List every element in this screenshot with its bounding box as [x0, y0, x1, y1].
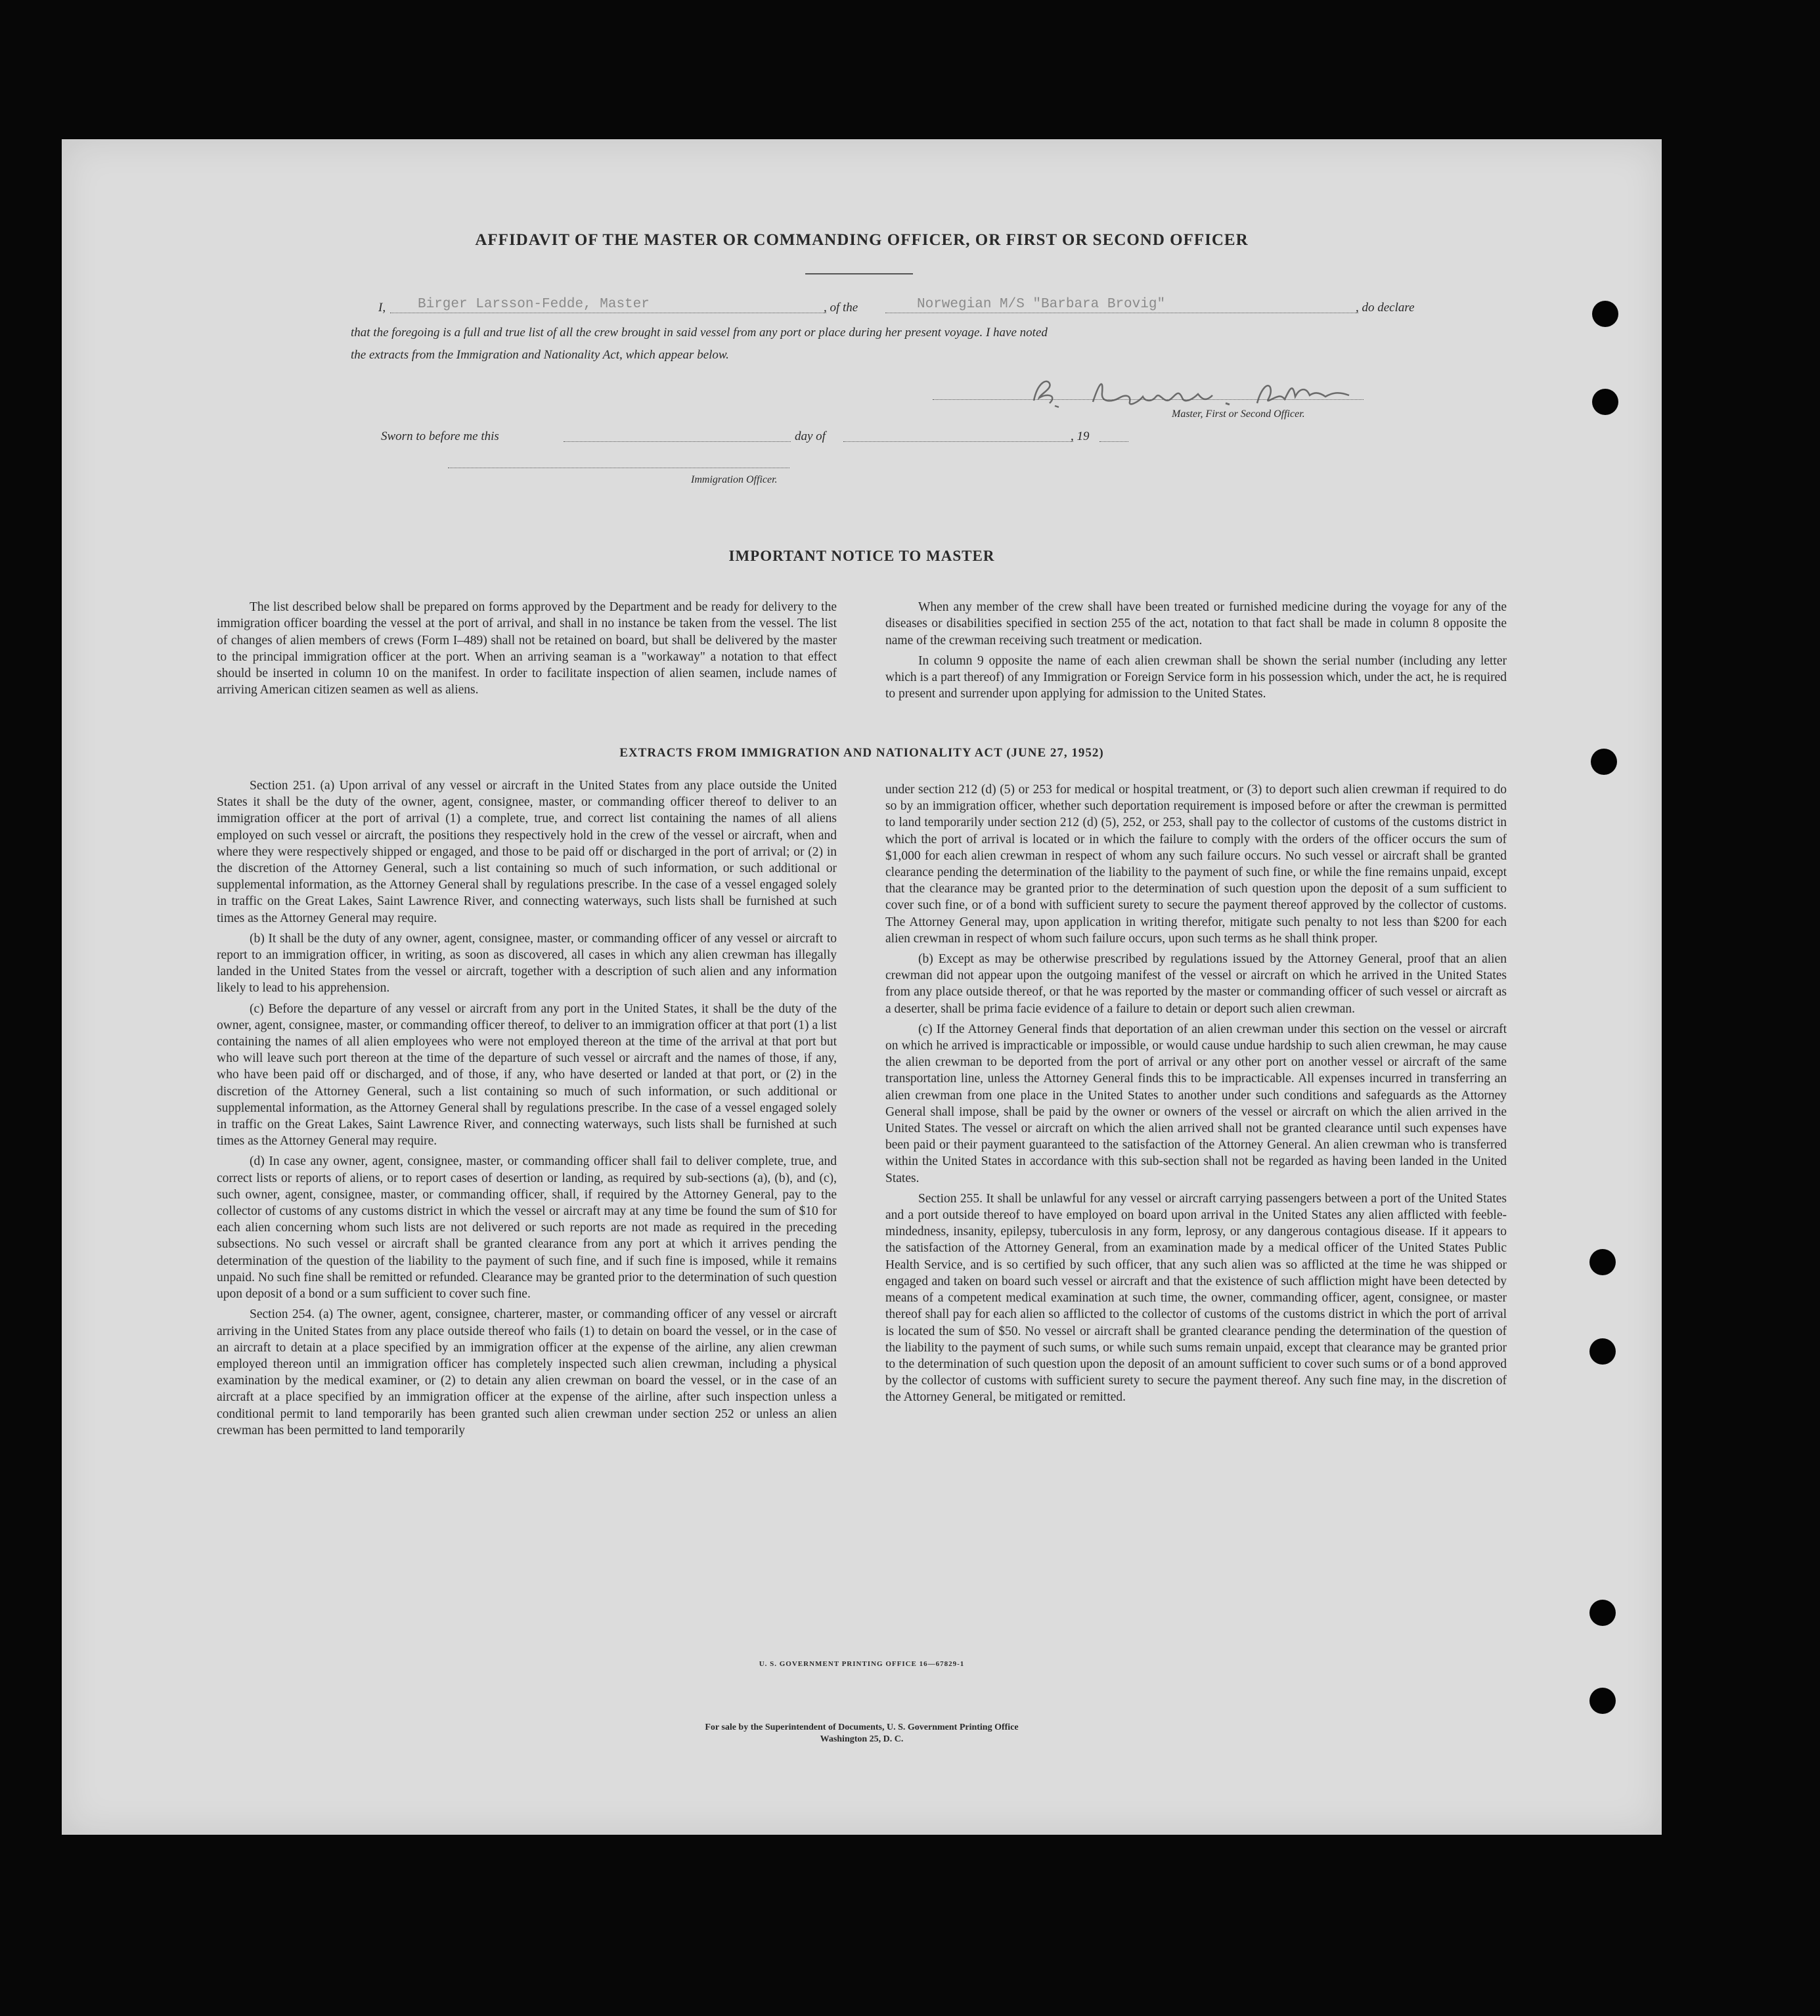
- section-251-c: (c) Before the departure of any vessel or aircraft from any port in the United States, it shall be the duty of the owner, agent, consignee, master, or commanding officer thereof, to deliver to an immigration officer at that port (1) a list containing the names of all alien employees who were not employed thereon at the time of the arrival at that port but who will leave such port thereon at the time of the departure of such vessel or aircraft and the names of those, if any, who have been paid off or discharged, and of those, if any, who have deserted or landed at that port, or (2) in the discretion of the Attorney General, such a list containing so much of such information, or such additional or supplemental information, as the Attorney General shall by regulations prescribe. In the case of a vessel engaged solely in traffic on the Great Lakes, Saint Lawrence River, and connecting waterways, such lists shall be furnished at such times as the Attorney General may require.: [217, 1001, 837, 1149]
- notice-left-paragraph: The list described below shall be prepared on forms approved by the Department and be ready for delivery to the immigration officer boarding the vessel at the port of arrival, and shall in no instance be taken from the vessel. The list of changes of alien members of crews (Form I–489) shall not be retained on board, but shall be delivered by the master to the principal immigration officer at the port. When an arriving seaman is a "workaway" a notation to that effect should be inserted in column 10 on the manifest. In order to facilitate inspection of alien seamen, include names of arriving American citizen seamen as well as aliens.: [217, 600, 837, 697]
- sworn-month-field: [843, 427, 1073, 442]
- notice-title: IMPORTANT NOTICE TO MASTER: [728, 548, 995, 564]
- section-255: Section 255. It shall be unlawful for any vessel or aircraft carrying passengers between a port of the United States and a port outside thereof to have employed on board upon arrival in the United States any alien afflicted with feeble-mindedness, insanity, epilepsy, tuberculosis in any form, leprosy, or any dangerous contagious disease. If it appears to the satisfaction of the Attorney General, from an examination made by a medical officer of the United States Public Health Service, and is so certified by such officer, that any such alien was so afflicted at the time he was shipped or engaged and taken on board such vessel or aircraft and that the existence of such affliction might have been detected by means of a competent medical examination at such time, the owner, commanding officer, agent, consignee, or master thereof shall pay for each alien so afflicted to the collector of customs of the customs district in which the port of arrival is located the sum of $50. No vessel or aircraft shall be granted clearance pending the determination of the question of the liability to the payment of such sums, or while such sums remain unpaid, except that clearance may be granted prior to the determination of such question upon the deposit of an amount sufficient to cover such sums or of a bond approved by the collector of customs with sufficient surety to secure the payment thereof. Any such fine may, in the discretion of the Attorney General, be mitigated or remitted.: [885, 1191, 1507, 1405]
- document-page: [62, 139, 1662, 1835]
- section-254-c: (c) If the Attorney General finds that deportation of an alien crewman under this section on the vessel or aircraft on which he arrived is impracticable or impossible, or would cause undue hardship to such alien crewman, he may cause the alien crewman to be deported from the port of arrival or any other port on another vessel or aircraft of the same transportation line, unless the Attorney General finds this to be impracticable. All expenses incurred in transferring an alien crewman from one place in the United States to another under such conditions and safeguards as the Attorney General shall impose, shall be paid by the owner or owners of the vessel or aircraft on which the alien arrived in the United States. The vessel or aircraft on which the alien arrived shall not be granted clearance until such expenses have been paid or their payment guaranteed to the satisfaction of the Attorney General. An alien crewman who is transferred within the United States in accordance with this sub-section shall not be regarded as having been landed in the United States.: [885, 1022, 1507, 1185]
- punch-hole: [1589, 1600, 1616, 1626]
- title-divider: [805, 273, 913, 274]
- section-251-b: (b) It shall be the duty of any owner, agent, consignee, master, or commanding officer of any vessel or aircraft to report to an immigration officer, in writing, as soon as discovered, all cases in which any alien crewman has illegally landed in the United States from the vessel or aircraft, together with a description of such alien and any information likely to lead to his apprehension.: [217, 931, 837, 996]
- section-254-a-continued: under section 212 (d) (5) or 253 for medical or hospital treatment, or (3) to deport such alien crewman if required to do so by an immigration officer, whether such deportation requirement is imposed before or after the crewman is permitted to land temporarily under section 212 (d) (5), 252, or 253, shall pay to the collector of customs of the customs district in which the port of arrival is located or in which the failure to comply with the orders of the officer occurs the sum of $1,000 for each alien crewman in respect of whom any such failure occurs. No such vessel or aircraft shall be granted clearance pending the determination of the liability to the payment of such fine, or while the fine remains unpaid, except that the clearance may be granted prior to the determination of such question upon the deposit of a sum sufficient to cover such fine, or of a bond with sufficient surety to secure the payment thereof approved by the collector of customs. The Attorney General may, upon application in writing therefor, mitigate such penalty to not less than $200 for each alien crewman in respect of whom such failure occurs, upon such terms as he shall think proper.: [885, 783, 1507, 946]
- section-251-a: Section 251. (a) Upon arrival of any vessel or aircraft in the United States from any place outside the United States it shall be the duty of the owner, agent, consignee, master, or commanding officer thereof to deliver to an immigration officer at the port of arrival (1) a complete, true, and correct list containing the names of all aliens employed on such vessel or aircraft, the positions they respectively hold in the crew of the vessel or aircraft, when and where they were respectively shipped or engaged, and those to be paid off or discharged in the port of arrival; or (2) in the discretion of the Attorney General, such a list containing so much of such information, or such additional or supplemental information, as the Attorney General shall by regulations prescribe. In the case of a vessel engaged solely in traffic on the Great Lakes, Saint Lawrence River, and connecting waterways, such lists shall be furnished at such times as the Attorney General may require.: [217, 779, 837, 925]
- extracts-title: EXTRACTS FROM IMMIGRATION AND NATIONALITY ACT (JUNE 27, 1952): [619, 746, 1104, 760]
- printing-office-line: U. S. GOVERNMENT PRINTING OFFICE 16—67829-1: [759, 1660, 965, 1668]
- punch-hole: [1589, 1338, 1616, 1365]
- do-declare-label: , do declare: [1356, 301, 1415, 315]
- notice-right-column: [885, 599, 1507, 707]
- sale-line-1: For sale by the Superintendent of Documents, U. S. Government Printing Office: [705, 1722, 1019, 1732]
- extracts-right-column: [885, 781, 1507, 1410]
- signature-caption: Master, First or Second Officer.: [1172, 408, 1305, 420]
- notice-left-column: [217, 599, 837, 703]
- sworn-label: Sworn to before me this: [381, 429, 499, 443]
- punch-hole: [1591, 749, 1617, 775]
- day-of-label: day of: [795, 429, 826, 443]
- affidavit-title: AFFIDAVIT OF THE MASTER OR COMMANDING OFFICER, OR FIRST OR SECOND OFFICER: [475, 231, 1249, 249]
- punch-hole: [1592, 301, 1618, 327]
- sale-line-2: Washington 25, D. C.: [820, 1734, 904, 1744]
- statement-line-2: the extracts from the Immigration and Nationality Act, which appear below.: [351, 348, 729, 362]
- master-name-value: Birger Larsson-Fedde, Master: [418, 297, 650, 312]
- year-label: , 19: [1071, 429, 1090, 443]
- punch-hole: [1589, 1249, 1616, 1275]
- officer-caption: Immigration Officer.: [691, 474, 778, 485]
- section-254-b: (b) Except as may be otherwise prescribed by regulations issued by the Attorney General, proof that an alien crewman did not appear upon the outgoing manifest of the vessel or aircraft on which he arrived in the United States from any place outside thereof, or that he was reported by the master or commanding officer of such vessel or aircraft as a deserter, shall be prima facie evidence of a failure to detain or deport such alien crewman.: [885, 952, 1507, 1016]
- signature-line: [933, 397, 1364, 400]
- i-label: I,: [378, 301, 386, 315]
- section-254-a: Section 254. (a) The owner, agent, consignee, charterer, master, or commanding officer of any vessel or aircraft arriving in the United States from any place outside thereof who fails (1) to detain on board the vessel, or in the case of an aircraft to detain at a place specified by an immigration officer at the expense of the airline, any alien crewman employed thereon until an immigration officer has completely inspected such alien crewman, including a physical examination by the medical examiner, or (2) to detain any alien crewman on board the vessel, or in the case of an aircraft at a place specified by an immigration officer at the expense of the airline, after such inspection unless a conditional permit to land temporarily has been granted such alien crewman under section 252 or unless an alien crewman has been permitted to land temporarily: [217, 1307, 837, 1437]
- vessel-name-value: Norwegian M/S "Barbara Brovig": [917, 297, 1166, 312]
- sworn-day-field: [564, 427, 791, 442]
- punch-hole: [1589, 1688, 1616, 1714]
- section-251-d: (d) In case any owner, agent, consignee, master, or commanding officer shall fail to deliver complete, true, and correct lists or reports of aliens, or to report cases of desertion or landing, as required by sub-sections (a), (b), and (c), such owner, agent, consignee, master, or commanding officer, shall, if required by the Attorney General, pay to the collector of customs of any customs district in which the vessel or aircraft may at any time be found the sum of $10 for each alien concerning whom such lists are not delivered or such reports are not made as required in the preceding subsections. No such vessel or aircraft shall be granted clearance from any port at which it arrives pending the determination of the question of the liability to the payment of such fine, and if such fine is imposed, while it remains unpaid. No such fine shall be remitted or refunded. Clearance may be granted prior to the determination of such question upon deposit of a bond or a sum sufficient to cover such fine.: [217, 1154, 837, 1302]
- officer-signature-line: [448, 465, 789, 468]
- extracts-left-column: [217, 778, 837, 1443]
- statement-line-1: that the foregoing is a full and true list of all the crew brought in said vessel from any port or place during her present voyage. I have noted: [351, 326, 1048, 340]
- notice-right-paragraph-2: In column 9 opposite the name of each alien crewman shall be shown the serial number (including any letter which is a part thereof) of any Immigration or Foreign Service form in his possession which, under the act, he is required to present and surrender upon applying for admission to the United States.: [885, 653, 1507, 701]
- sworn-year-field: [1099, 427, 1128, 442]
- notice-right-paragraph-1: When any member of the crew shall have been treated or furnished medicine during the voyage for any of the diseases or disabilities specified in section 255 of the act, notation to that fact shall be made in column 8 opposite the name of the crewman receiving such treatment or medication.: [885, 600, 1507, 647]
- punch-hole: [1592, 389, 1618, 415]
- of-the-label: , of the: [824, 301, 858, 315]
